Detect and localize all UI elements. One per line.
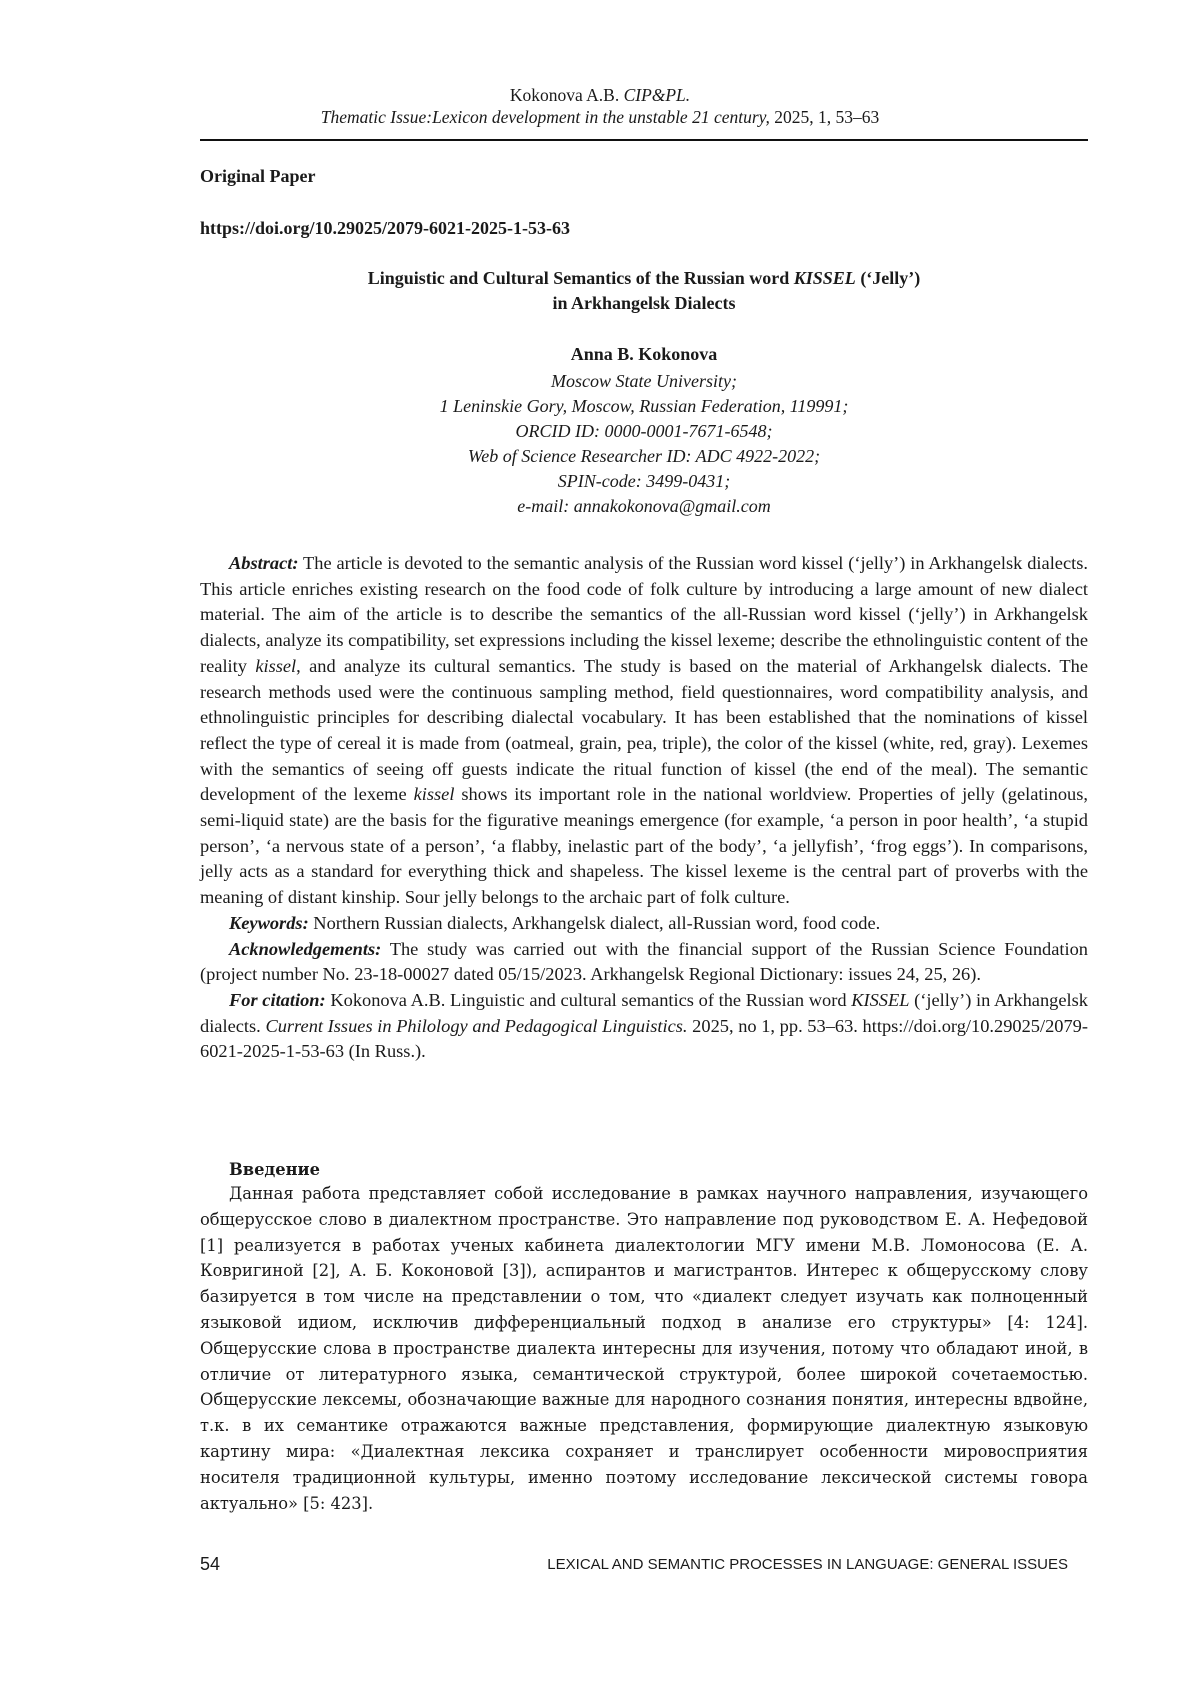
- author-name: Anna B. Kokonova: [570, 344, 718, 364]
- affiliation-address: 1 Leninskie Gory, Moscow, Russian Federation, 119991;: [439, 396, 849, 416]
- intro-heading: Введение: [229, 1160, 320, 1179]
- header-issue: Thematic Issue:Lexicon development in the unstable 21 century,: [320, 107, 770, 127]
- keywords-paragraph: Keywords: Northern Russian dialects, Arkhangelsk dialect, all-Russian word, food code.: [229, 912, 881, 933]
- affiliation-wos: Web of Science Researcher ID: ADC 4922-2022;: [467, 446, 821, 466]
- header-author: Kokonova A.B.: [509, 85, 620, 105]
- running-header: [0, 84, 1200, 128]
- doi-link[interactable]: https://doi.org/10.29025/2079-6021-2025-1-53-63: [200, 218, 570, 238]
- affiliation-email: e-mail: annakokonova@gmail.com: [517, 496, 771, 516]
- footer-section-title: LEXICAL AND SEMANTIC PROCESSES IN LANGUAGE: GENERAL ISSUES: [547, 1556, 1068, 1573]
- abstract-paragraph: Abstract: The article is devoted to the semantic analysis of the Russian word kissel (‘jelly’) in Arkhangelsk dialects. This article enriches existing research on the food code of folk culture by introducing a large amount of new dialect material. The aim of the article is to describe the semantics of the all-Russian word kissel (‘jelly’) in Arkhangelsk dialects, analyze its compatibility, set expressions including the kissel lexeme; describe the ethnolinguistic content of the reality kissel, and analyze its cultural semantics. The study is based on the material of Arkhangelsk dialects. The research methods used were the continuous sampling method, field questionnaires, word compatibility analysis, and ethnolinguistic principles for describing dialectal vocabulary. It has been established that the nominations of kissel reflect the type of cereal it is made from (oatmeal, grain, pea, triple), the color of the kissel (white, red, gray). Lexemes with the semantics of seeing off guests indicate the ritual function of kissel (the end of the meal). The semantic development of the lexeme kissel shows its important role in the national worldview. Properties of jelly (gelatinous, semi-liquid state) are the basis for the figurative meanings emergence (for example, ‘a person in poor health’, ‘a stupid person’, ‘a nervous state of a person’, ‘a flabby, inelastic part of the body’, ‘a jellyfish’, ‘frog eggs’). In comparisons, jelly acts as a standard for everything thick and shapeless. The kissel lexeme is the central part of proverbs with the meaning of distant kinship. Sour jelly belongs to the archaic part of folk culture.: [200, 553, 1088, 908]
- acknowledgements-paragraph: Acknowledgements: The study was carried out with the financial support of the Russian Science Foundation (project number No. 23-18-00027 dated 05/15/2023. Arkhangelsk Regional Dictionary: issues 24, 25, 26).: [200, 938, 1088, 985]
- abstract-label: Abstract:: [229, 553, 299, 573]
- citation-label: For citation:: [229, 989, 326, 1010]
- citation-paragraph: For citation: Kokonova A.B. Linguistic and cultural semantics of the Russian word KISSEL (‘jelly’) in Arkhangelsk dialects. Current Issues in Philology and Pedagogical Linguistics. 2025, no 1, pp. 53–63. https://doi.org/10.29025/2079-6021-2025-1-53-63 (In Russ.).: [200, 989, 1088, 1062]
- header-line-1: [0, 84, 1200, 106]
- intro-paragraph: Данная работа представляет собой исследование в рамках научного направления, изучающего общерусское слово в диалектном пространстве. Это направление под руководством Е. А. Нефедовой [1] реализуется в работах ученых кабинета диалектологии МГУ имени М.В. Ломоносова (Е. А. Ковригиной [2], А. Б. Коконовой [3]), аспирантов и магистрантов. Интерес к общерусскому слову базируется в том числе на представлении о том, что «диалект следует изучать как полноценный языковой идиом, исключив дифференциальный подход в анализе его структуры» [4: 124]. Общерусские слова в пространстве диалекта интересны для изучения, потому что обладают иной, в отличие от литературного языка, семантической структурой, более широкой сочетаемостью. Общерусские лексемы, обозначающие важные для народного сознания понятия, интересны вдвойне, т.к. в их семантике отражаются важные представления, формирующие диалектную языковую картину мира: «Диалектная лексика сохраняет и транслирует особенности мировосприятия носителя традиционной культуры, именно поэтому исследование лексической системы говора актуально» [5: 423].: [200, 1184, 1088, 1513]
- header-rule: [200, 139, 1088, 141]
- affiliation-lines: [200, 369, 1088, 519]
- keywords-label: Keywords:: [229, 912, 309, 933]
- acknowledgements-label: Acknowledgements:: [229, 938, 382, 959]
- title-line-1: Linguistic and Cultural Semantics of the Russian word KISSEL (‘Jelly’): [367, 268, 921, 288]
- author-block: [200, 344, 1088, 519]
- title-line-2: in Arkhangelsk Dialects: [552, 293, 736, 313]
- page-number: 54: [200, 1554, 221, 1574]
- header-journal: CIP&PL.: [623, 85, 691, 105]
- abstract-section: [200, 551, 1088, 1065]
- introduction-section: [200, 1160, 1088, 1516]
- affiliation-orcid: ORCID ID: 0000-0001-7671-6548;: [515, 421, 773, 441]
- paper-type: Original Paper: [200, 166, 316, 186]
- affiliation-spin: SPIN-code: 3499-0431;: [557, 471, 731, 491]
- header-line-2: [0, 106, 1200, 128]
- header-issue-numbers: 2025, 1, 53–63: [774, 107, 880, 127]
- affiliation-university: Moscow State University;: [551, 371, 737, 391]
- paper-title: [200, 266, 1088, 316]
